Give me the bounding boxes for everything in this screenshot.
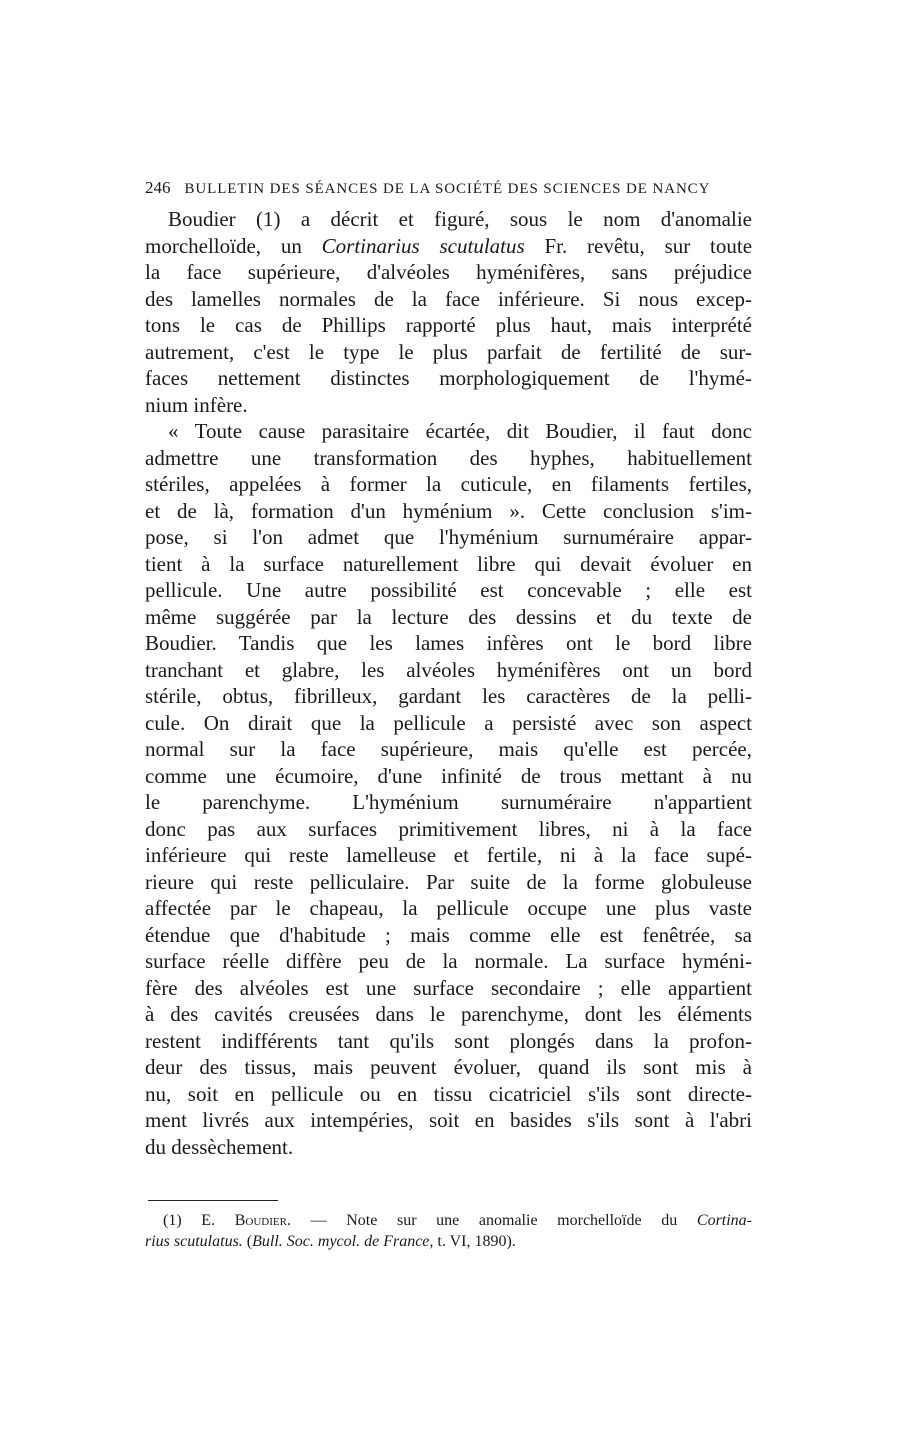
text-line: pellicule. Une autre possibilité est concevable ; elle est xyxy=(145,578,752,602)
text-line: nu, soit en pellicule ou en tissu cicatriciel s'ils sont directe- xyxy=(145,1081,752,1106)
text-line: tranchant et glabre, les alvéoles hyménifères ont un bord xyxy=(145,657,752,682)
text-line: stériles, appelées à former la cuticule, en filaments fertiles, xyxy=(145,472,752,496)
text-line: fère des alvéoles est une surface secondaire ; elle appartient xyxy=(145,975,752,1000)
text-line: donc pas aux surfaces primitivement libres, ni à la face xyxy=(145,816,752,841)
footnote-line: rius scutulatus. (Bull. Soc. mycol. de France, t. VI, 1890). xyxy=(145,1233,516,1250)
text-line: « Toute cause parasitaire écartée, dit Boudier, il faut donc xyxy=(168,419,752,443)
text-line: stérile, obtus, fibrilleux, gardant les caractères de la pelli- xyxy=(145,684,752,708)
text-line: ment livrés aux intempéries, soit en basides s'ils sont à l'abri xyxy=(145,1108,752,1132)
text-line: le parenchyme. L'hyménium surnuméraire n'appartient xyxy=(145,790,752,814)
text-line: Boudier. Tandis que les lames infères ont le bord libre xyxy=(145,631,752,655)
page-number: 246 xyxy=(145,178,171,197)
text-line: rieure qui reste pelliculaire. Par suite de la forme globuleuse xyxy=(145,869,752,894)
text-line: comme une écumoire, d'une infinité de trous mettant à nu xyxy=(145,763,752,788)
text-line: affectée par le chapeau, la pellicule occupe une plus vaste xyxy=(145,896,752,920)
text-line: inférieure qui reste lamelleuse et fertile, ni à la face supé- xyxy=(145,843,752,867)
paragraph-2 xyxy=(145,418,752,1160)
text-line: cule. On dirait que la pellicule a persisté avec son aspect xyxy=(145,710,752,735)
species-name: Cortinarius scutulatus xyxy=(321,233,525,258)
text-line: Boudier (1) a décrit et figuré, sous le nom d'anomalie xyxy=(168,207,752,231)
running-header xyxy=(145,178,752,198)
text-line: pose, si l'on admet que l'hyménium surnuméraire appar- xyxy=(145,525,752,549)
journal-title: BULLETIN DES SÉANCES DE LA SOCIÉTÉ DES SCIENCES DE NANCY xyxy=(184,181,711,197)
footnote-author: Boudier xyxy=(234,1212,287,1229)
footnote xyxy=(145,1210,752,1252)
paragraph-1 xyxy=(145,206,752,418)
text-line: tient à la surface naturellement libre qui devait évoluer en xyxy=(145,551,752,576)
text-line: surface réelle diffère peu de la normale. La surface hyméni- xyxy=(145,949,752,973)
text-line: normal sur la face supérieure, mais qu'elle est percée, xyxy=(145,737,752,761)
text-line: autrement, c'est le type le plus parfait de fertilité de sur- xyxy=(145,339,752,364)
text-line: à des cavités creusées dans le parenchyme, dont les éléments xyxy=(145,1002,752,1026)
text-line: faces nettement distinctes morphologiquement de l'hymé- xyxy=(145,366,752,390)
text-line: morchelloïde, un Cortinarius scutulatus Fr. revêtu, sur toute xyxy=(145,233,753,258)
text-line: étendue que d'habitude ; mais comme elle est fenêtrée, sa xyxy=(145,922,752,947)
footnote-line: (1) E. Boudier. — Note sur une anomalie morchelloïde du Cortina- xyxy=(163,1212,753,1229)
text-line: tons le cas de Phillips rapporté plus haut, mais interprété xyxy=(145,313,752,337)
text-line: admettre une transformation des hyphes, habituellement xyxy=(145,445,752,470)
text-line: nium infère. xyxy=(145,392,248,417)
text-line: deur des tissus, mais peuvent évoluer, quand ils sont mis à xyxy=(145,1055,752,1079)
text-line: des lamelles normales de la face inférieure. Si nous excep- xyxy=(145,286,752,311)
document-page xyxy=(145,178,752,1252)
footnote-divider xyxy=(148,1200,278,1201)
text-line: et de là, formation d'un hyménium ». Cette conclusion s'im- xyxy=(145,498,752,523)
text-line: du dessèchement. xyxy=(145,1134,294,1159)
text-line: la face supérieure, d'alvéoles hyménifères, sans préjudice xyxy=(145,260,752,284)
text-line: même suggérée par la lecture des dessins et du texte de xyxy=(145,604,752,629)
text-line: restent indifférents tant qu'ils sont plongés dans la profon- xyxy=(145,1028,752,1053)
